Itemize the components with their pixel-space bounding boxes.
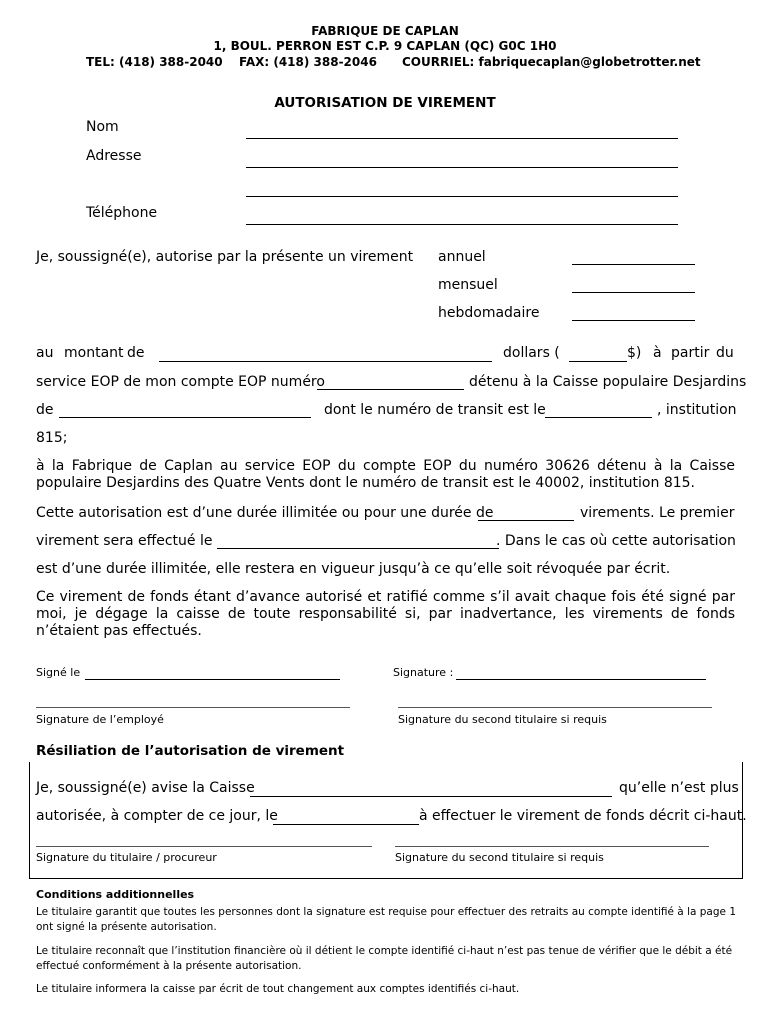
premier-date-field[interactable] bbox=[217, 548, 499, 549]
montant-dollars: dollars ( bbox=[503, 345, 560, 361]
resiliation-line2-prefix: autorisée, à compter de ce jour, le bbox=[36, 808, 278, 824]
transit-middle: dont le numéro de transit est le bbox=[324, 402, 546, 418]
montant-field[interactable] bbox=[159, 361, 492, 362]
adresse-field-1[interactable] bbox=[246, 167, 678, 168]
mensuel-field[interactable] bbox=[572, 292, 695, 293]
montant-au: au bbox=[36, 345, 54, 361]
service-prefix: service EOP de mon compte EOP numéro bbox=[36, 374, 325, 390]
adresse-label: Adresse bbox=[86, 148, 142, 164]
org-tel: TEL: (418) 388-2040 bbox=[86, 55, 223, 69]
signature-field[interactable] bbox=[456, 679, 706, 680]
condition-item: Le titulaire garantit que toutes les personnes dont la signature est requise pour effectuer des retraits au compte identifié à la page 1 ont signé la présente autorisation. bbox=[36, 906, 737, 933]
nom-label: Nom bbox=[86, 119, 119, 135]
duree-suffix: virements. Le premier bbox=[580, 505, 735, 521]
org-name: FABRIQUE DE CAPLAN bbox=[311, 24, 459, 38]
resiliation-line1-suffix: qu’elle n’est plus bbox=[619, 780, 739, 796]
second-signature-label: Signature du second titulaire si requis bbox=[398, 713, 607, 726]
resiliation-second-signature-label: Signature du second titulaire si requis bbox=[395, 851, 604, 864]
telephone-label: Téléphone bbox=[86, 205, 158, 221]
employe-signature-line[interactable] bbox=[36, 707, 350, 708]
resiliation-second-signature-line[interactable] bbox=[395, 846, 709, 847]
signe-le-field[interactable] bbox=[85, 679, 340, 680]
resiliation-title: Résiliation de l’autorisation de virement bbox=[36, 743, 345, 759]
responsabilite-paragraph: Ce virement de fonds étant d’avance autorisé et ratifié comme s’il avait chaque fois été signé par moi, je dégage la caisse de toute responsabilité si, par inadvertance, les virements de fonds n’étaient pas effectués. bbox=[36, 589, 735, 639]
duree-prefix: Cette autorisation est d’une durée illimitée ou pour une durée de bbox=[36, 505, 494, 521]
resiliation-caisse-field[interactable] bbox=[250, 796, 612, 797]
montant-close: $) bbox=[627, 345, 642, 361]
montant-partir: partir bbox=[671, 345, 710, 361]
telephone-field[interactable] bbox=[246, 224, 678, 225]
resiliation-line2-suffix: à effectuer le virement de fonds décrit ci-haut. bbox=[419, 808, 747, 824]
signature-label: Signature : bbox=[393, 666, 454, 679]
conditions-title: Conditions additionnelles bbox=[36, 888, 195, 901]
second-signature-line[interactable] bbox=[398, 707, 712, 708]
premier-suffix: . Dans le cas où cette autorisation bbox=[496, 533, 736, 549]
caisse-field[interactable] bbox=[59, 417, 311, 418]
titulaire-signature-label: Signature du titulaire / procureur bbox=[36, 851, 217, 864]
transit-de: de bbox=[36, 402, 54, 418]
destination-paragraph: à la Fabrique de Caplan au service EOP du compte EOP du numéro 30626 détenu à la Caisse populaire Desjardins des Quatre Vents dont le numéro de transit est le 40002, institution 815. bbox=[36, 458, 735, 491]
resiliation-line1-prefix: Je, soussigné(e) avise la Caisse bbox=[36, 780, 255, 796]
duree-field[interactable] bbox=[478, 520, 574, 521]
montant-a: à bbox=[653, 345, 662, 361]
signe-le-label: Signé le bbox=[36, 666, 81, 679]
vigueur-text: est d’une durée illimitée, elle restera en vigueur jusqu’à ce qu’elle soit révoquée par écrit. bbox=[36, 561, 671, 577]
transit-field[interactable] bbox=[545, 417, 652, 418]
montant-de: de bbox=[127, 345, 145, 361]
service-suffix: détenu à la Caisse populaire Desjardins bbox=[469, 374, 747, 390]
annuel-field[interactable] bbox=[572, 264, 695, 265]
condition-item: Le titulaire reconnaît que l’institution financière où il détient le compte identifié ci-haut n’est pas tenue de vérifier que le débit a été effectué conformément à la présente autorisation. bbox=[36, 945, 733, 972]
org-email: COURRIEL: fabriquecaplan@globetrotter.net bbox=[402, 55, 701, 69]
condition-item: Le titulaire informera la caisse par écrit de tout changement aux comptes identifiés ci-haut. bbox=[36, 983, 520, 995]
dollars-field[interactable] bbox=[569, 361, 627, 362]
hebdomadaire-field[interactable] bbox=[572, 320, 695, 321]
page-title: AUTORISATION DE VIREMENT bbox=[274, 95, 496, 111]
premier-prefix: virement sera effectué le bbox=[36, 533, 213, 549]
org-fax: FAX: (418) 388-2046 bbox=[239, 55, 377, 69]
org-address: 1, BOUL. PERRON EST C.P. 9 CAPLAN (QC) G0C 1H0 bbox=[213, 39, 557, 53]
employe-signature-label: Signature de l’employé bbox=[36, 713, 164, 726]
frequency-hebdomadaire: hebdomadaire bbox=[438, 305, 540, 321]
institution-number: 815; bbox=[36, 430, 68, 446]
titulaire-signature-line[interactable] bbox=[36, 846, 372, 847]
frequency-annuel: annuel bbox=[438, 249, 486, 265]
montant-word: montant bbox=[64, 345, 124, 361]
nom-field[interactable] bbox=[246, 138, 678, 139]
compte-numero-field[interactable] bbox=[317, 389, 464, 390]
adresse-field-2[interactable] bbox=[246, 196, 678, 197]
frequency-mensuel: mensuel bbox=[438, 277, 498, 293]
transit-end: , institution bbox=[657, 402, 737, 418]
resiliation-date-field[interactable] bbox=[273, 824, 419, 825]
frequency-intro: Je, soussigné(e), autorise par la présente un virement bbox=[36, 249, 414, 265]
montant-du: du bbox=[716, 345, 734, 361]
